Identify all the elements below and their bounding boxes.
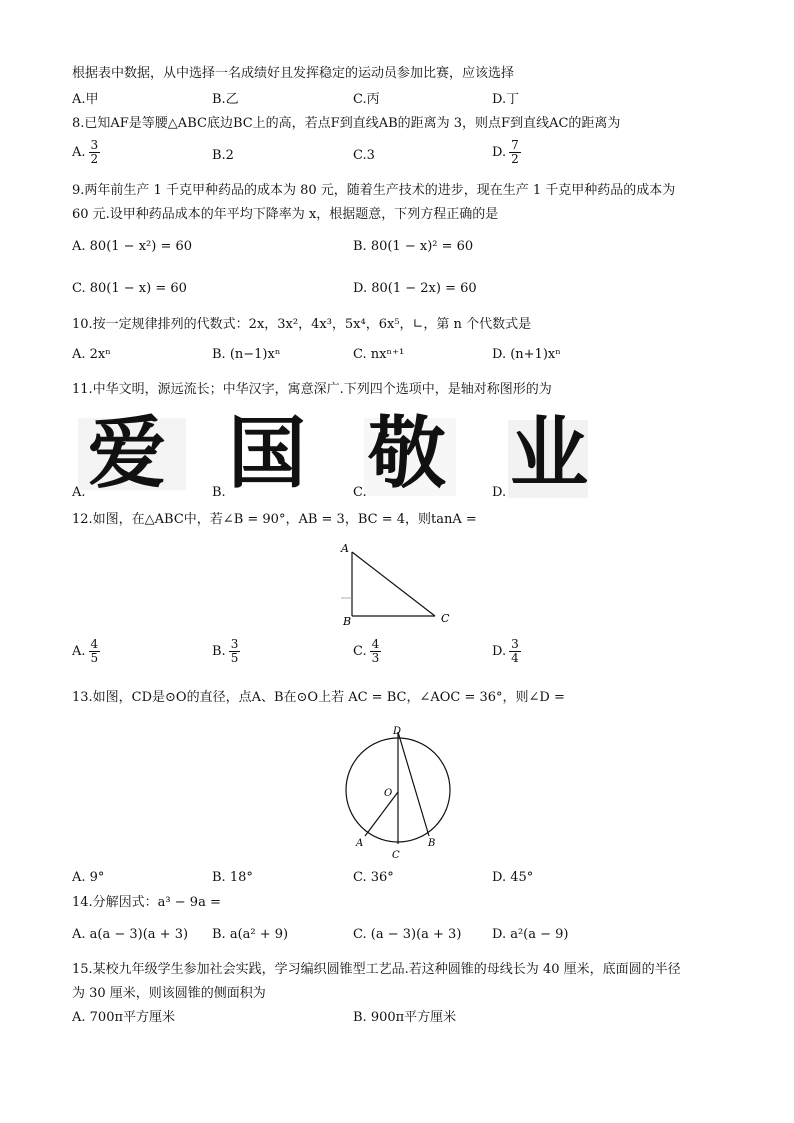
fraction-denominator: 5 (230, 651, 239, 665)
q12-option-a (72, 638, 100, 665)
q7-option-d: D.丁 (492, 92, 520, 107)
fraction-numerator: 4 (90, 637, 99, 651)
q12-stem: 12.如图，在△ABC中，若∠B = 90°，AB = 3，BC = 4，则tanA = (72, 512, 477, 527)
point-label-b: B (428, 838, 436, 849)
point-label-c: C (392, 850, 400, 861)
q8-option-a-prefix: A. (72, 145, 86, 160)
q15-option-a: A. 700π平方厘米 (72, 1010, 176, 1025)
fraction (229, 638, 241, 665)
side-ac (352, 552, 435, 616)
fraction-numerator: 3 (230, 637, 239, 651)
q11-option-c: C. (353, 485, 367, 500)
q12-option-d-prefix: D. (492, 644, 507, 659)
q11-stem: 11.中华文明，源远流长；中华汉字，寓意深广.下列四个选项中，是轴对称图形的为 (72, 382, 552, 397)
q13-option-d: D. 45° (492, 870, 534, 885)
vertex-label-b: B (343, 615, 352, 628)
q13-stem: 13.如图，CD是⊙O的直径，点A、B在⊙O上若 AC = BC，∠AOC = 36°，则∠D = (72, 690, 565, 705)
fraction (509, 638, 521, 665)
fraction-denominator: 3 (371, 651, 380, 665)
q11-char-jing: 敬 (368, 409, 447, 499)
q7-option-c: C.丙 (353, 92, 380, 107)
point-label-o: O (384, 788, 393, 799)
q12-option-b (212, 638, 240, 665)
q14-option-a: A. a(a − 3)(a + 3) (72, 927, 189, 942)
fraction-numerator: 3 (511, 637, 519, 651)
q11-char-guo: 国 (228, 409, 307, 499)
q13-option-b: B. 18° (212, 870, 253, 885)
q10-option-b: B. (n−1)xⁿ (212, 347, 281, 362)
point-label-d: D (393, 726, 402, 737)
fraction (89, 139, 101, 166)
fraction-numerator: 7 (511, 138, 519, 152)
vertex-label-c: C (441, 612, 450, 625)
radius-oa (365, 792, 398, 836)
fraction-numerator: 3 (90, 138, 99, 152)
q13-circle-figure (335, 722, 465, 864)
q8-option-b: B.2 (212, 148, 234, 163)
q11-char-ai: 爱 (88, 409, 167, 499)
fraction (89, 638, 101, 665)
q15-option-b: B. 900π平方厘米 (353, 1010, 457, 1025)
q8-stem: 8.已知AF是等腰△ABC底边BC上的高，若点F到直线AB的距离为 3，则点F到直线AC的距离为 (72, 116, 621, 131)
q8-option-c: C.3 (353, 148, 375, 163)
q7-stem: 根据表中数据，从中选择一名成绩好且发挥稳定的运动员参加比赛，应该选择 (72, 66, 515, 81)
q8-option-d-prefix: D. (492, 145, 507, 160)
chord-db (398, 732, 429, 836)
q9-option-b: B. 80(1 − x)² = 60 (353, 239, 474, 254)
q10-option-d: D. (n+1)xⁿ (492, 347, 561, 362)
q9-stem-line2: 60 元.设甲种药品成本的年平均下降率为 x，根据题意，下列方程正确的是 (72, 207, 499, 222)
q7-option-b: B.乙 (212, 92, 239, 107)
fraction-denominator: 5 (90, 651, 99, 665)
q9-stem-line1: 9.两年前生产 1 千克甲种药品的成本为 80 元，随着生产技术的进步，现在生产 1 千克甲种药品的成本为 (72, 183, 676, 198)
fraction (509, 139, 521, 166)
fraction-numerator: 4 (371, 637, 380, 651)
fraction (370, 638, 382, 665)
q11-option-b: B. (212, 485, 226, 500)
q15-stem-line1: 15.某校九年级学生参加社会实践，学习编织圆锥型工艺品.若这种圆锥的母线长为 40 厘米，底面圆的半径 (72, 962, 681, 977)
q12-option-c-prefix: C. (353, 644, 367, 659)
q14-stem: 14.分解因式：a³ − 9a = (72, 895, 221, 910)
q12-option-a-prefix: A. (72, 644, 86, 659)
q11-option-d: D. (492, 485, 507, 500)
q14-option-b: B. a(a² + 9) (212, 927, 289, 942)
q10-stem: 10.按一定规律排列的代数式：2x，3x²，4x³，5x⁴，6x⁵，∟，第 n 个代数式是 (72, 317, 532, 332)
q10-option-a: A. 2xⁿ (72, 347, 111, 362)
vertex-label-a: A (341, 542, 349, 555)
fraction-denominator: 2 (90, 152, 99, 166)
q12-triangle-figure (335, 538, 460, 630)
q12-option-b-prefix: B. (212, 644, 226, 659)
q14-option-d: D. a²(a − 9) (492, 927, 569, 942)
q9-option-d: D. 80(1 − 2x) = 60 (353, 281, 477, 296)
q7-option-a: A.甲 (72, 92, 99, 107)
q11-option-a: A. (72, 485, 86, 500)
q13-option-a: A. 9° (72, 870, 105, 885)
point-label-a: A (356, 838, 364, 849)
q15-stem-line2: 为 30 厘米，则该圆锥的侧面积为 (72, 986, 266, 1001)
q13-option-c: C. 36° (353, 870, 394, 885)
q8-option-a (72, 139, 100, 166)
q10-option-c: C. nxⁿ⁺¹ (353, 347, 405, 362)
q8-option-d (492, 139, 521, 166)
q9-option-a: A. 80(1 − x²) = 60 (72, 239, 193, 254)
q14-option-c: C. (a − 3)(a + 3) (353, 927, 462, 942)
q12-option-c (353, 638, 381, 665)
q11-char-ye: 业 (510, 409, 589, 499)
q9-option-c: C. 80(1 − x) = 60 (72, 281, 187, 296)
fraction-denominator: 4 (511, 651, 519, 665)
q12-option-d (492, 638, 521, 665)
fraction-denominator: 2 (511, 152, 519, 166)
